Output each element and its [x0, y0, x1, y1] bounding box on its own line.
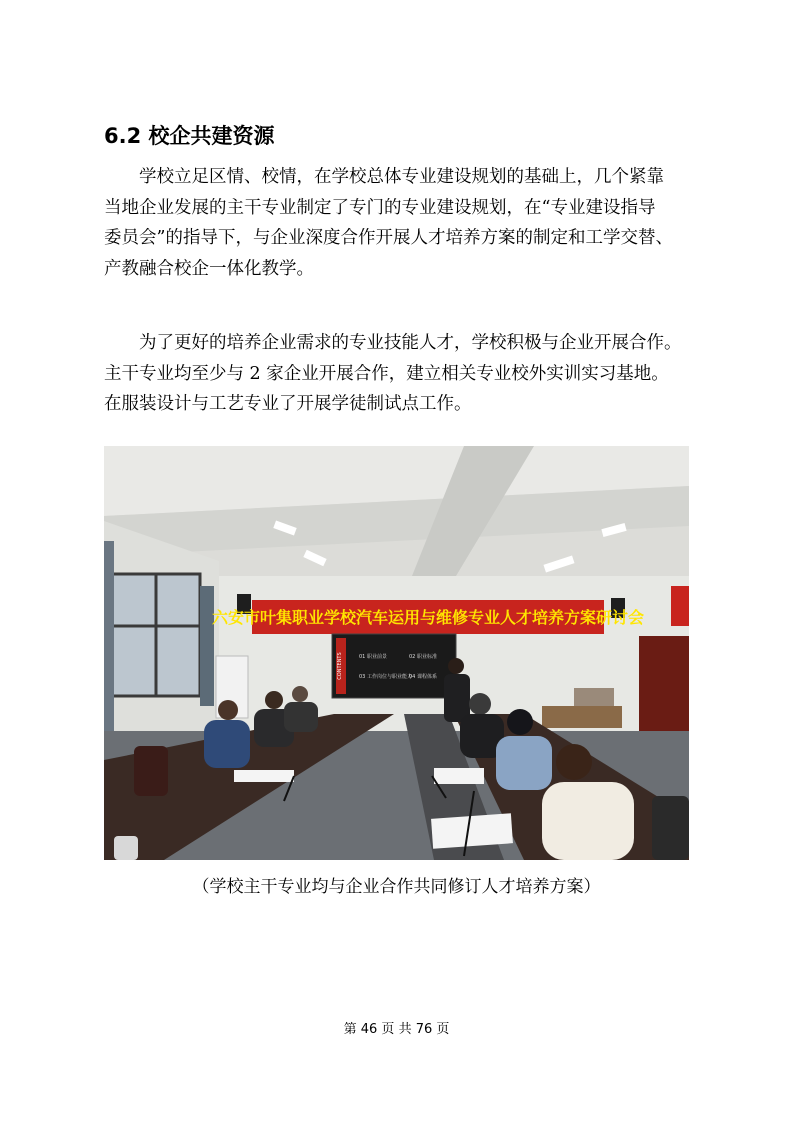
person-body [496, 736, 552, 790]
banner-text: 六安市叶集职业学校汽车运用与维修专业人才培养方案研讨会 [211, 608, 645, 627]
curtain [104, 541, 114, 741]
figure-caption: （学校主干专业均与企业合作共同修订人才培养方案） [192, 877, 601, 897]
screen-item: 01 职业前景 [359, 654, 387, 660]
chair [134, 746, 168, 796]
cabinet [542, 706, 622, 728]
paper [431, 813, 513, 849]
door [639, 636, 689, 736]
page-number: 第 46 页 共 76 页 [343, 1022, 450, 1037]
paper [434, 768, 484, 784]
paragraph-line: 学校立足区情、校情，在学校总体专业建设规划的基础上，几个紧靠 [104, 167, 664, 187]
person-head [507, 709, 533, 735]
person-head [556, 744, 592, 780]
person-body [542, 782, 634, 860]
meeting-photo [104, 446, 689, 860]
screen-title: CONTENTS [337, 652, 343, 680]
person-head [218, 700, 238, 720]
screen-item: 02 职业标准 [409, 654, 437, 660]
person-head [448, 658, 464, 674]
person-head [292, 686, 308, 702]
curtain [200, 586, 214, 706]
section-heading: 6.2 校企共建资源 [104, 124, 275, 148]
screen-item: 04 课程体系 [409, 674, 437, 680]
paragraph-line: 委员会”的指导下，与企业深度合作开展人才培养方案的制定和工学交替、 [104, 228, 673, 248]
paper [234, 770, 294, 782]
person-body [204, 720, 250, 768]
screen-item: 03 工作岗位与职业能力 [359, 674, 412, 680]
paragraph-line: 产教融合校企一体化教学。 [104, 258, 314, 279]
paragraph-2 [104, 328, 694, 420]
cup [114, 836, 138, 860]
person-body [444, 674, 470, 722]
side-banner [671, 586, 689, 626]
presentation-screen [332, 634, 456, 698]
paragraph-line: 为了更好的培养企业需求的专业技能人才，学校积极与企业开展合作。 [104, 333, 682, 353]
paragraph-1 [104, 162, 694, 284]
person-body [284, 702, 318, 732]
chair [652, 796, 689, 860]
meeting-photo-illustration [104, 446, 689, 860]
person-head [265, 691, 283, 709]
paragraph-line: 在服装设计与工艺专业了开展学徒制试点工作。 [104, 394, 472, 414]
water-dispenser [574, 688, 614, 706]
paragraph-line: 主干专业均至少与 2 家企业开展合作，建立相关专业校外实训实习基地。 [104, 363, 669, 384]
person-head [469, 693, 491, 715]
paragraph-line: 当地企业发展的主干专业制定了专门的专业建设规划，在“专业建设指导 [104, 197, 656, 218]
